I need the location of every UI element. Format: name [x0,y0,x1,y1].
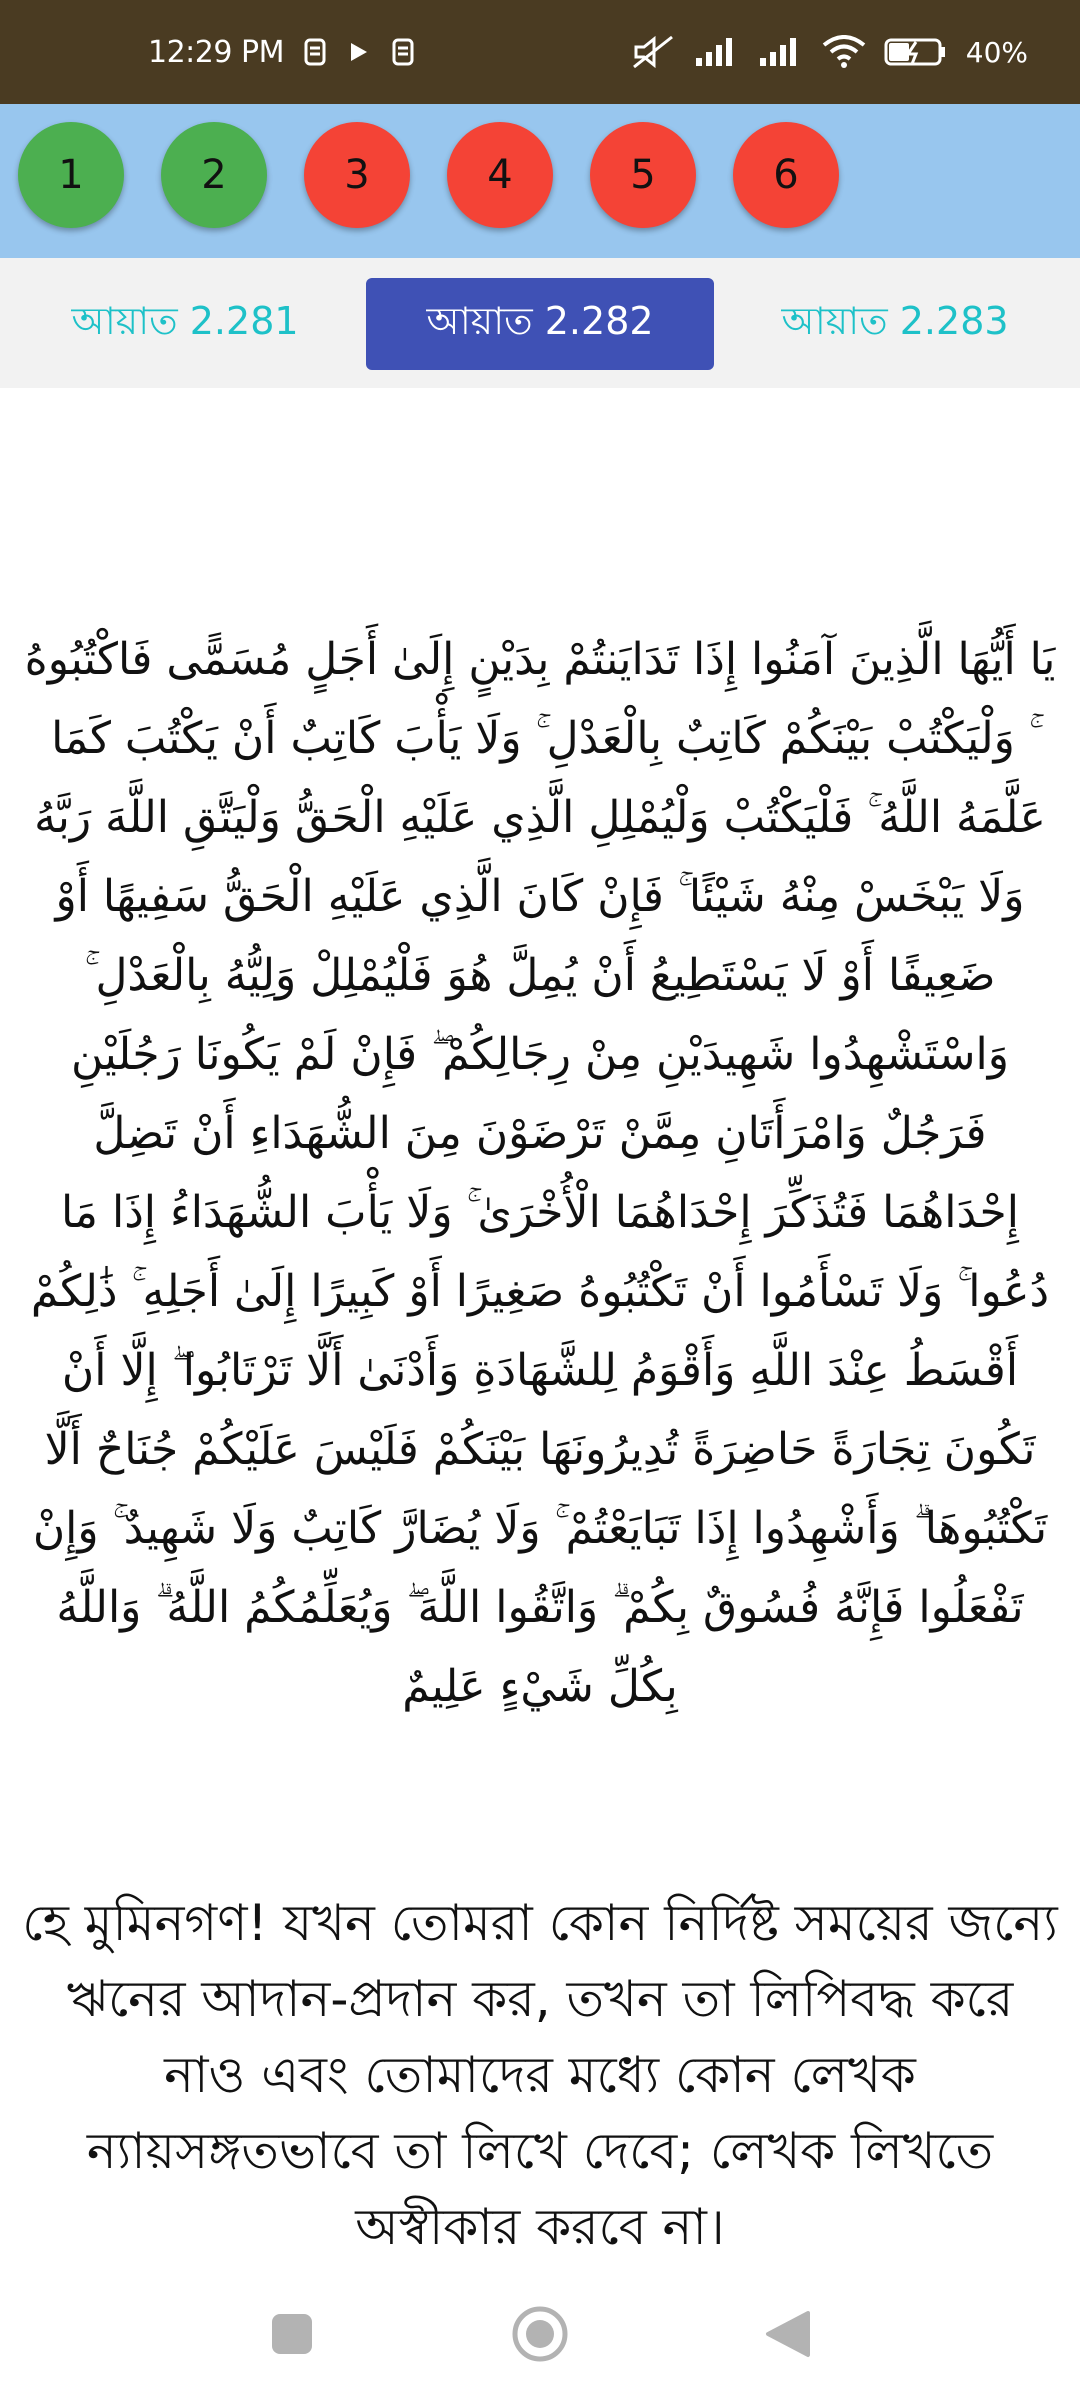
app-notification-icon [304,38,326,66]
app-notification-icon-2 [392,38,414,66]
verse-number-button[interactable]: 5 [590,122,696,228]
verse-number-bar [0,104,1080,258]
verse-number-button[interactable]: 3 [304,122,410,228]
home-icon [510,2304,570,2364]
bengali-translation-text: হে মুমিনগণ! যখন তোমরা কোন নির্দিষ্ট সময়ের জন্যে ঋনের আদান-প্রদান কর, তখন তা লিপিবদ্ধ করে নাও এবং তোমাদের মধ্যে কোন লেখক ন্যায়সঙ্গতভাবে তা লিখে দেবে; লেখক লিখতে অস্বীকার করবে না। [22,1894,1058,2256]
notification-icons [304,38,414,66]
verse-number-button[interactable]: 6 [733,122,839,228]
verse-number-button[interactable]: 1 [18,122,124,228]
wifi-icon [822,35,866,69]
mute-icon [632,35,676,69]
battery-icon [884,36,948,68]
recents-icon [270,2312,314,2356]
system-status-icons [632,35,1028,69]
next-ayat-button[interactable]: আয়াত 2.283 [781,299,1009,343]
play-icon [348,40,370,64]
home-button[interactable] [508,2302,572,2366]
verse-number-button[interactable]: 4 [447,122,553,228]
signal-icon-2 [758,36,804,68]
verse-number-button[interactable]: 2 [161,122,267,228]
recents-button[interactable] [260,2302,324,2366]
back-button[interactable] [756,2302,820,2366]
arabic-verse-text: يَا أَيُّهَا الَّذِينَ آمَنُوا إِذَا تَدَايَنتُمْ بِدَيْنٍ إِلَىٰ أَجَلٍ مُسَمًّى فَاكْتُبُوهُ ۚ وَلْيَكْتُبْ بَيْنَكُمْ كَاتِبٌ بِالْعَدْلِ ۚ وَلَا يَأْبَ كَاتِبٌ أَنْ يَكْتُبَ كَمَا عَلَّمَهُ اللَّهُ ۚ فَلْيَكْتُبْ وَلْيُمْلِلِ الَّذِي عَلَيْهِ الْحَقُّ وَلْيَتَّقِ اللَّهَ رَبَّهُ وَلَا يَبْخَسْ مِنْهُ شَيْئًا ۚ فَإِنْ كَانَ الَّذِي عَلَيْهِ الْحَقُّ سَفِيهًا أَوْ ضَعِيفًا أَوْ لَا يَسْتَطِيعُ أَنْ يُمِلَّ هُوَ فَلْيُمْلِلْ وَلِيُّهُ بِالْعَدْلِ ۚ وَاسْتَشْهِدُوا شَهِيدَيْنِ مِنْ رِجَالِكُمْ ۖ فَإِنْ لَمْ يَكُونَا رَجُلَيْنِ فَرَجُلٌ وَامْرَأَتَانِ مِمَّنْ تَرْضَوْنَ مِنَ الشُّهَدَاءِ أَنْ تَضِلَّ إِحْدَاهُمَا فَتُذَكِّرَ إِحْدَاهُمَا الْأُخْرَىٰ ۚ وَلَا يَأْبَ الشُّهَدَاءُ إِذَا مَا دُعُوا ۚ وَلَا تَسْأَمُوا أَنْ تَكْتُبُوهُ صَغِيرًا أَوْ كَبِيرًا إِلَىٰ أَجَلِهِ ۚ ذَٰلِكُمْ أَقْسَطُ عِنْدَ اللَّهِ وَأَقْوَمُ لِلشَّهَادَةِ وَأَدْنَىٰ أَلَّا تَرْتَابُوا ۖ إِلَّا أَنْ تَكُونَ تِجَارَةً حَاضِرَةً تُدِيرُونَهَا بَيْنَكُمْ فَلَيْسَ عَلَيْكُمْ جُنَاحٌ أَلَّا تَكْتُبُوهَا ۗ وَأَشْهِدُوا إِذَا تَبَايَعْتُمْ ۚ وَلَا يُضَارَّ كَاتِبٌ وَلَا شَهِيدٌ ۚ وَإِنْ تَفْعَلُوا فَإِنَّهُ فُسُوقٌ بِكُمْ ۗ وَاتَّقُوا اللَّهَ ۖ وَيُعَلِّمُكُمُ اللَّهُ ۗ وَاللَّهُ بِكُلِّ شَيْءٍ عَلِيمٌ [24,634,1056,1712]
status-time: 12:29 PM [148,34,284,70]
ayat-navigation [0,258,1080,388]
status-bar [0,0,1080,104]
previous-ayat-button[interactable]: আয়াত 2.281 [71,299,299,343]
signal-icon [694,36,740,68]
back-icon [764,2309,812,2359]
current-ayat-button[interactable]: আয়াত 2.282 [366,278,714,370]
battery-percentage: 40% [965,35,1028,69]
system-navigation-bar [0,2268,1080,2400]
